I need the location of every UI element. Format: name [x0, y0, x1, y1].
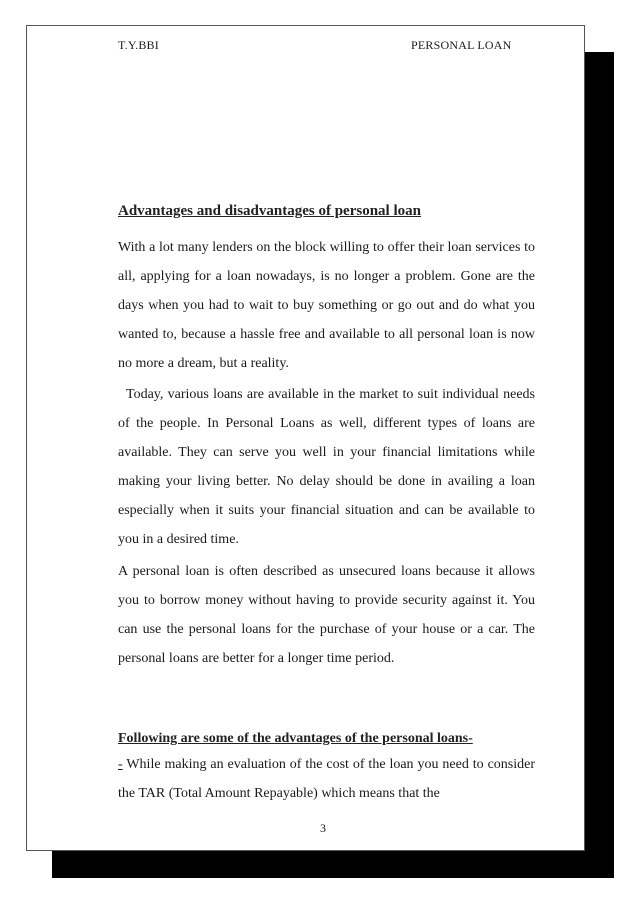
- paragraph-tar: [118, 750, 535, 808]
- paragraph-various-loans: Today, various loans are available in the market to suit individual needs of the people. In Personal Loans as well, different types of loans are available. They can serve you well in your financial limitations while making your living better. No delay should be done in availing a loan especially when it suits your financial situation and can be available to you in a desired time.: [118, 387, 535, 547]
- paragraph-tar-text: While making an evaluation of the cost of the loan you need to consider the TAR (Total Amount Repayable) which means that the: [118, 757, 535, 801]
- page-number: 3: [320, 821, 326, 835]
- bullet-marker: -: [118, 757, 123, 772]
- paragraph-unsecured-loans: A personal loan is often described as unsecured loans because it allows you to borrow money without having to provide security against it. You can use the personal loans for the purchase of your house or a car. The personal loans are better for a longer time period.: [118, 564, 535, 666]
- document-page: [26, 25, 585, 851]
- paragraph-lenders: With a lot many lenders on the block willing to offer their loan services to all, applying for a loan nowadays, is no longer a problem. Gone are the days when you had to wait to buy something or go out and do what you wanted to, because a hassle free and available to all personal loan is now no more a dream, but a reality.: [118, 240, 535, 371]
- header-course-label: T.Y.BBI: [118, 38, 159, 52]
- header-title-label: PERSONAL LOAN: [411, 38, 512, 52]
- section-heading: Advantages and disadvantages of personal loan: [118, 203, 421, 219]
- advantages-heading: Following are some of the advantages of the personal loans-: [118, 731, 473, 746]
